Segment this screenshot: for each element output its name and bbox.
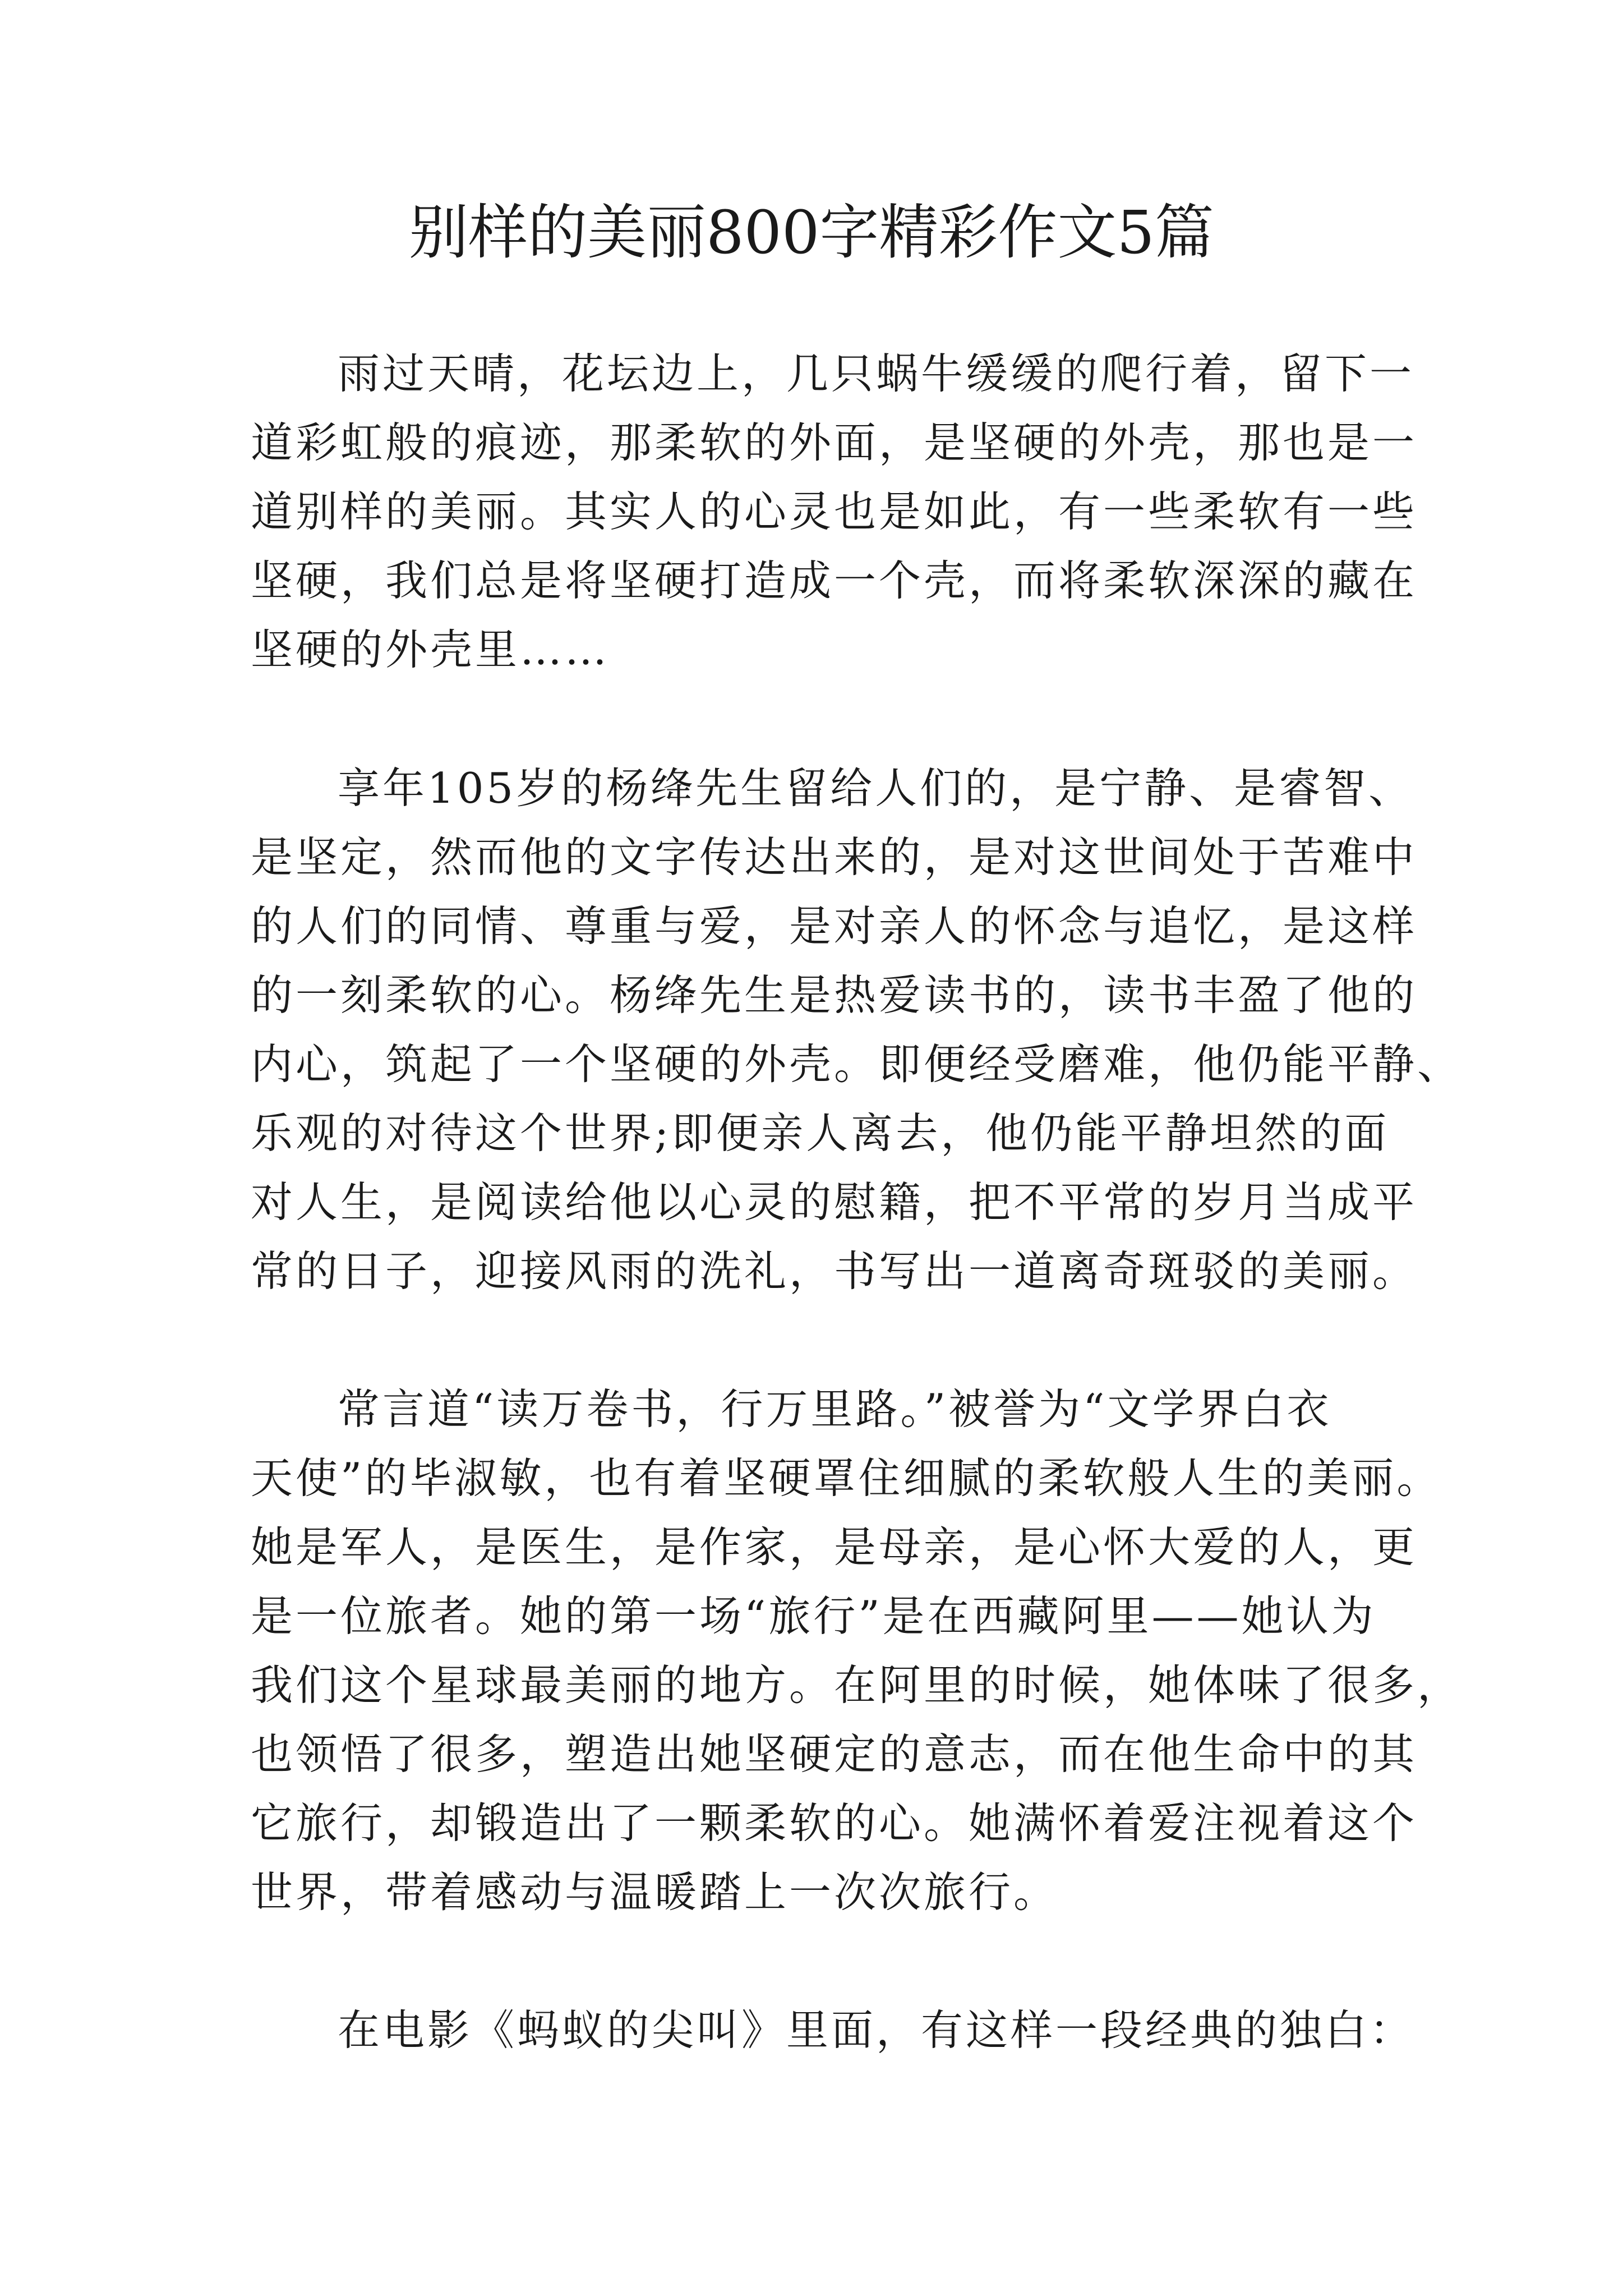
paragraph-line: 在电影《蚂蚁的尖叫》里面，有这样一段经典的独白： bbox=[338, 2005, 1415, 2055]
paragraph-line: 我们这个星球最美丽的地方。在阿里的时候，她体味了很多， bbox=[251, 1660, 1463, 1710]
paragraph-bi-shumin bbox=[251, 1375, 1463, 1927]
paragraph-line: 世界，带着感动与温暖踏上一次次旅行。 bbox=[251, 1867, 1059, 1917]
paragraph-line: 乐观的对待这个世界;即便亲人离去，他仍能平静坦然的面 bbox=[251, 1108, 1390, 1158]
paragraph-line: 是一位旅者。她的第一场“旅行”是在西藏阿里——她认为 bbox=[251, 1591, 1376, 1641]
paragraph-line: 她是军人，是医生，是作家，是母亲，是心怀大爱的人，更 bbox=[251, 1522, 1418, 1572]
paragraph-snail-intro bbox=[251, 339, 1418, 684]
paragraph-line: 雨过天晴，花坛边上，几只蜗牛缓缓的爬行着，留下一 bbox=[338, 349, 1415, 398]
paragraph-line: 道彩虹般的痕迹，那柔软的外面，是坚硬的外壳，那也是一 bbox=[251, 418, 1418, 467]
document-title: 别样的美丽800字精彩作文5篇 bbox=[409, 198, 1214, 267]
paragraph-line: 常言道“读万卷书，行万里路。”被誉为“文学界白衣 bbox=[338, 1384, 1332, 1434]
paragraph-line: 对人生，是阅读给他以心灵的慰籍，把不平常的岁月当成平 bbox=[251, 1177, 1418, 1227]
paragraph-line: 它旅行，却锻造出了一颗柔软的心。她满怀着爱注视着这个 bbox=[251, 1798, 1418, 1848]
paragraph-line: 坚硬的外壳里…… bbox=[251, 625, 610, 674]
paragraph-line: 享年105岁的杨绛先生留给人们的，是宁静、是睿智、 bbox=[338, 763, 1414, 813]
paragraph-line: 常的日子，迎接风雨的洗礼，书写出一道离奇斑驳的美丽。 bbox=[251, 1246, 1418, 1296]
paragraph-line: 的一刻柔软的心。杨绛先生是热爱读书的，读书丰盈了他的 bbox=[251, 970, 1418, 1020]
paragraph-line: 也领悟了很多，塑造出她坚硬定的意志，而在他生命中的其 bbox=[251, 1729, 1418, 1779]
paragraph-line: 道别样的美丽。其实人的心灵也是如此，有一些柔软有一些 bbox=[251, 487, 1418, 536]
paragraph-yang-jiang bbox=[251, 754, 1463, 1306]
paragraph-line: 是坚定，然而他的文字传达出来的，是对这世间处于苦难中 bbox=[251, 832, 1418, 882]
paragraph-line: 的人们的同情、尊重与爱，是对亲人的怀念与追忆，是这样 bbox=[251, 901, 1418, 951]
paragraph-line: 坚硬，我们总是将坚硬打造成一个壳，而将柔软深深的藏在 bbox=[251, 556, 1418, 605]
paragraph-line: 内心，筑起了一个坚硬的外壳。即便经受磨难，他仍能平静、 bbox=[251, 1039, 1463, 1089]
paragraph-ant-film bbox=[251, 1996, 1415, 2065]
paragraph-line: 天使”的毕淑敏，也有着坚硬罩住细腻的柔软般人生的美丽。 bbox=[251, 1453, 1442, 1503]
